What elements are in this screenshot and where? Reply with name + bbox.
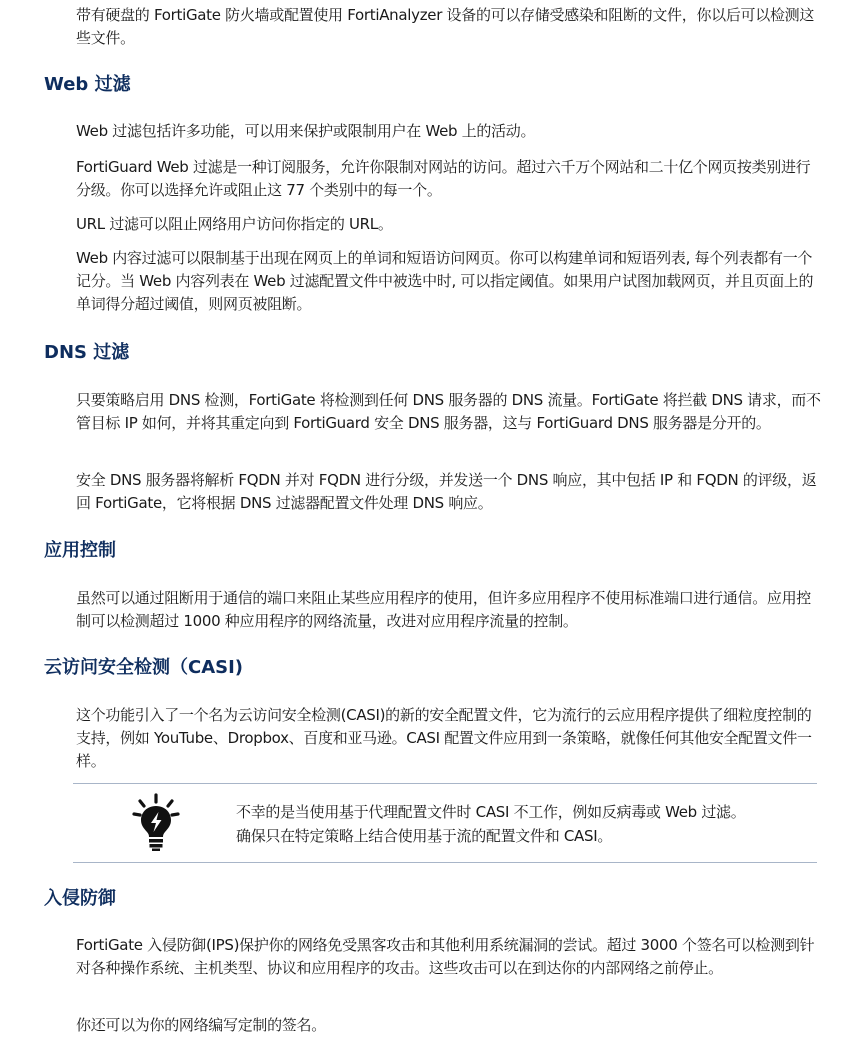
web-filter-paragraph-4: Web 内容过滤可以限制基于出现在网页上的单词和短语访问网页。你可以构建单词和短语列表, 每个列表都有一个记分。当 Web 内容列表在 Web 过滤配置文件中被选中时, 可以指定阈值。如果用户试图加载网页，并且页面上的单词得分超过阈值，则网页被阻断。 xyxy=(76,249,814,313)
web-filter-paragraph-1: Web 过滤包括许多功能，可以用来保护或限制用户在 Web 上的活动。 xyxy=(76,122,536,140)
section-heading-web-filter: Web 过滤 xyxy=(44,74,131,95)
dns-filter-paragraph-1: 只要策略启用 DNS 检测，FortiGate 将检测到任何 DNS 服务器的 DNS 流量。FortiGate 将拦截 DNS 请求，而不管目标 IP 如何，并将其重定向到 FortiGuard 安全 DNS 服务器，这与 FortiGuard DNS 服务器是分开的。 xyxy=(76,391,821,432)
lightbulb-icon xyxy=(132,793,180,851)
section-heading-ips: 入侵防御 xyxy=(44,888,116,909)
section-heading-casi: 云访问安全检测（CASI) xyxy=(44,657,244,678)
casi-paragraph-1: 这个功能引入了一个名为云访问安全检测(CASI)的新的安全配置文件，它为流行的云应用程序提供了细粒度控制的支持，例如 YouTube、Dropbox、百度和亚马逊。CASI 配置文件应用到一条策略，就像任何其他安全配置文件一样。 xyxy=(76,706,812,770)
web-filter-paragraph-2: FortiGuard Web 过滤是一种订阅服务，允许你限制对网站的访问。超过六千万个网站和二十亿个网页按类别进行分级。你可以选择允许或阻止这 77 个类别中的每一个。 xyxy=(76,158,811,199)
app-control-paragraph-1: 虽然可以通过阻断用于通信的端口来阻止某些应用程序的使用，但许多应用程序不使用标准端口进行通信。应用控制可以检测超过 1000 种应用程序的网络流量，改进对应用程序流量的控制。 xyxy=(76,589,812,630)
dns-filter-paragraph-2: 安全 DNS 服务器将解析 FQDN 并对 FQDN 进行分级，并发送一个 DNS 响应，其中包括 IP 和 FQDN 的评级，返回 FortiGate，它将根据 DNS 过滤器配置文件处理 DNS 响应。 xyxy=(76,471,817,512)
ips-paragraph-1: FortiGate 入侵防御(IPS)保护你的网络免受黑客攻击和其他利用系统漏洞的尝试。超过 3000 个签名可以检测到针对各种操作系统、主机类型、协议和应用程序的攻击。这些攻击可以在到达你的内部网络之前停止。 xyxy=(76,936,815,977)
section-heading-dns-filter: DNS 过滤 xyxy=(44,342,130,363)
note-line-1: 不幸的是当使用基于代理配置文件时 CASI 不工作，例如反病毒或 Web 过滤。 xyxy=(236,803,746,821)
intro-paragraph: 带有硬盘的 FortiGate 防火墙或配置使用 FortiAnalyzer 设备的可以存储受感染和阻断的文件，你以后可以检测这些文件。 xyxy=(76,6,815,47)
section-heading-app-control: 应用控制 xyxy=(44,540,116,561)
note-text xyxy=(236,800,816,848)
note-line-2: 确保只在特定策略上结合使用基于流的配置文件和 CASI。 xyxy=(236,827,613,845)
ips-paragraph-2: 你还可以为你的网络编写定制的签名。 xyxy=(76,1016,326,1034)
web-filter-paragraph-3: URL 过滤可以阻止网络用户访问你指定的 URL。 xyxy=(76,215,393,233)
